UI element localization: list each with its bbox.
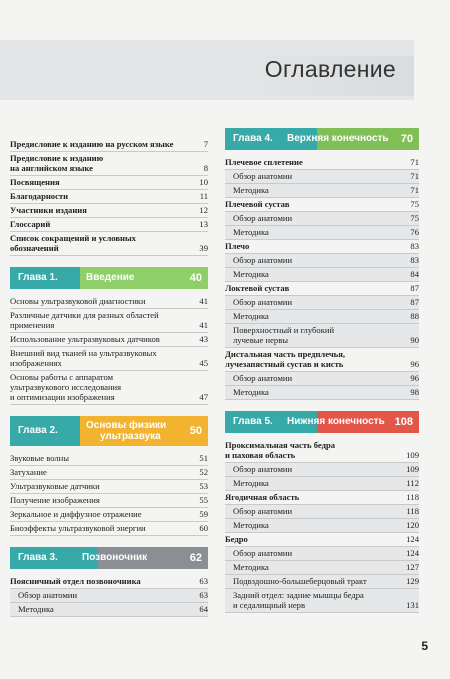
toc-entry-line: и седалищный нерв (233, 600, 306, 610)
toc-entry-text (225, 349, 419, 369)
toc-entry-line: Глоссарий (10, 219, 51, 229)
toc-entry-line: Обзор анатомии (233, 297, 293, 307)
toc-entry-text (233, 520, 419, 530)
toc-entry-line: Биоэффекты ультразвуковой энергии (10, 523, 146, 533)
toc-entry-text (10, 372, 208, 402)
toc-entry-line: лучезапястный сустав и кисть (225, 359, 344, 369)
toc-entry-page: 71 (410, 157, 419, 167)
toc-entry-page: 83 (410, 255, 419, 265)
chapter-3-banner[interactable] (10, 547, 208, 569)
toc-entry[interactable] (10, 309, 208, 333)
toc-entry-line: Локтевой сустав (225, 283, 290, 293)
toc-entry[interactable] (10, 218, 208, 232)
toc-entry[interactable] (10, 190, 208, 204)
toc-entry-line: Методика (233, 311, 269, 321)
chapter-label: Глава 4. (225, 128, 325, 150)
toc-entry-line: и оптимизации изображения (10, 392, 115, 402)
toc-entry-page: 127 (406, 562, 419, 572)
toc-entry-line: Внешний вид тканей на ультразвуковых (10, 348, 157, 358)
toc-entry-page: 64 (199, 604, 208, 614)
toc-entry-page: 11 (199, 191, 208, 201)
toc-entry-text (225, 157, 419, 167)
chapter-1-banner[interactable] (10, 267, 208, 289)
toc-entry-line: Поверхностный и глубокий (233, 325, 335, 335)
toc-left-column (10, 138, 208, 617)
toc-entry-line: Проксимальная часть бедра (225, 440, 336, 450)
toc-entry-line: изображениях (10, 358, 62, 368)
chapter-title: Позвоночник (82, 552, 148, 563)
toc-entry[interactable] (225, 348, 419, 372)
toc-entry-page: 63 (199, 590, 208, 600)
toc-entry[interactable] (225, 156, 419, 170)
toc-entry-line: Поясничный отдел позвоночника (10, 576, 141, 586)
toc-entry-line: и паховая область (225, 450, 296, 460)
toc-entry-text (233, 373, 419, 383)
toc-entry-line: Плечо (225, 241, 250, 251)
toc-entry-page: 87 (410, 283, 419, 293)
toc-entry[interactable] (225, 184, 419, 198)
toc-entry-line: лучевые нервы (233, 335, 289, 345)
toc-entry-page: 41 (199, 320, 208, 330)
toc-entry[interactable] (10, 371, 208, 405)
toc-entry-text (10, 191, 208, 201)
toc-entry-page: 109 (406, 450, 419, 460)
toc-entry[interactable] (10, 333, 208, 347)
toc-entry-line: Затухание (10, 467, 47, 477)
chapter-label: Глава 5. (225, 411, 325, 433)
toc-entry-page: 13 (199, 219, 208, 229)
toc-entry-text (233, 464, 419, 474)
toc-entry-page: 129 (406, 576, 419, 586)
toc-entry[interactable] (225, 386, 419, 400)
toc-entry-text (233, 325, 419, 345)
toc-entry-line: Участники издания (10, 205, 87, 215)
toc-entry-text (233, 311, 419, 321)
toc-entry-line: Обзор анатомии (233, 548, 293, 558)
toc-entry[interactable] (225, 310, 419, 324)
toc-entry[interactable] (10, 295, 208, 309)
toc-entry-text (10, 348, 208, 368)
chapter-3-list (10, 575, 208, 617)
toc-entry-text (10, 453, 208, 463)
chapter-4-banner[interactable] (225, 128, 419, 150)
toc-entry-line: Основы ультразвуковой диагностики (10, 296, 146, 306)
toc-entry[interactable] (225, 170, 419, 184)
toc-entry-line: Подвздошно-большеберцовый тракт (233, 576, 367, 586)
toc-entry-line: Методика (18, 604, 54, 614)
toc-entry-page: 75 (410, 199, 419, 209)
toc-entry-text (18, 590, 208, 600)
toc-entry-line: Обзор анатомии (233, 213, 293, 223)
toc-entry-page: 124 (406, 548, 419, 558)
toc-entry-line: Плечевое сплетение (225, 157, 303, 167)
toc-entry-page: 118 (406, 506, 419, 516)
toc-entry[interactable] (10, 589, 208, 603)
toc-entry[interactable] (225, 491, 419, 505)
toc-entry-text (225, 283, 419, 293)
chapter-page: 70 (400, 133, 413, 145)
toc-entry-text (18, 604, 208, 614)
page-number: 5 (421, 639, 428, 653)
toc-entry-page: 83 (410, 241, 419, 251)
toc-entry-text (10, 177, 208, 187)
toc-entry[interactable] (225, 575, 419, 589)
toc-entry-line: Обзор анатомии (233, 373, 293, 383)
chapter-page: 108 (394, 416, 413, 428)
toc-entry-text (233, 506, 419, 516)
toc-entry-line: Методика (233, 269, 269, 279)
toc-entry[interactable] (10, 232, 208, 256)
chapter-title (86, 420, 166, 442)
toc-entry-page: 60 (199, 523, 208, 533)
toc-entry-line: Обзор анатомии (233, 171, 293, 181)
toc-entry-page: 55 (199, 495, 208, 505)
chapter-label: Глава 3. (10, 547, 106, 569)
toc-entry-page: 51 (199, 453, 208, 463)
chapter-title: Верхняя конечность (287, 133, 389, 144)
toc-entry-line: Обзор анатомии (233, 464, 293, 474)
toc-entry[interactable] (10, 575, 208, 589)
toc-entry-line: Обзор анатомии (18, 590, 78, 600)
toc-entry-line: применения (10, 320, 55, 330)
toc-entry-page: 63 (199, 576, 208, 586)
toc-entry-page: 10 (199, 177, 208, 187)
toc-entry-page: 59 (199, 509, 208, 519)
toc-entry-text (225, 534, 419, 544)
toc-entry-line: Предисловие к изданию (10, 153, 104, 163)
toc-entry-page: 52 (199, 467, 208, 477)
toc-entry[interactable] (10, 603, 208, 617)
toc-entry[interactable] (10, 480, 208, 494)
page-title: Оглавление (264, 56, 396, 82)
toc-entry-line: Методика (233, 387, 269, 397)
toc-entry-text (10, 233, 208, 253)
toc-entry[interactable] (225, 589, 419, 613)
toc-entry-line: Бедро (225, 534, 248, 544)
toc-entry-text (225, 199, 419, 209)
chapter-title-line1: Основы физики (86, 420, 167, 431)
toc-entry[interactable] (10, 494, 208, 508)
toc-entry[interactable] (225, 226, 419, 240)
toc-entry-page: 88 (410, 311, 419, 321)
toc-entry-line: Задний отдел: задние мышцы бедра (233, 590, 364, 600)
toc-entry-text (10, 219, 208, 229)
toc-entry-page: 118 (406, 492, 419, 502)
toc-entry-page: 120 (406, 520, 419, 530)
toc-entry[interactable] (225, 198, 419, 212)
toc-entry[interactable] (225, 212, 419, 226)
toc-entry-line: Методика (233, 562, 269, 572)
toc-entry-page: 131 (406, 600, 419, 610)
chapter-page: 40 (189, 272, 202, 284)
toc-entry-page: 112 (406, 478, 419, 488)
toc-entry-text (10, 576, 208, 586)
toc-entry-page: 96 (410, 359, 419, 369)
toc-entry-line: Использование ультразвуковых датчиков (10, 334, 160, 344)
chapter-title: Нижняя конечность (287, 416, 385, 427)
toc-entry[interactable] (10, 204, 208, 218)
toc-entry-page: 71 (410, 171, 419, 181)
toc-entry[interactable] (10, 176, 208, 190)
toc-entry-page: 71 (410, 185, 419, 195)
chapter-4-list (225, 156, 419, 400)
toc-entry-text (233, 227, 419, 237)
toc-entry-page: 47 (199, 392, 208, 402)
chapter-page: 62 (189, 552, 202, 564)
toc-entry-line: Звуковые волны (10, 453, 70, 463)
toc-entry-line: Методика (233, 520, 269, 530)
toc-entry-line: Ягодичная область (225, 492, 300, 502)
toc-entry-text (233, 387, 419, 397)
toc-entry-text (10, 296, 208, 306)
toc-entry-page: 84 (410, 269, 419, 279)
toc-entry[interactable] (10, 152, 208, 176)
toc-entry-line: Благодарности (10, 191, 69, 201)
chapter-5-banner[interactable] (225, 411, 419, 433)
toc-entry-line: Основы работы с аппаратом (10, 372, 114, 382)
toc-entry-page: 96 (410, 373, 419, 383)
toc-entry-text (10, 310, 208, 330)
toc-entry[interactable] (225, 533, 419, 547)
toc-entry-text (233, 548, 419, 558)
toc-entry-line: на английском языке (10, 163, 93, 173)
toc-entry-page: 98 (410, 387, 419, 397)
chapter-2-banner[interactable] (10, 416, 208, 446)
chapter-title-line2: ультразвука (100, 431, 161, 442)
toc-entry-text (10, 509, 208, 519)
toc-entry-text (10, 153, 208, 173)
toc-entry[interactable] (225, 268, 419, 282)
toc-entry-line: Дистальная часть предплечья, (225, 349, 346, 359)
toc-entry[interactable] (10, 347, 208, 371)
toc-entry-line: Список сокращений и условных (10, 233, 136, 243)
toc-entry-text (10, 334, 208, 344)
toc-entry[interactable] (225, 519, 419, 533)
toc-entry-page: 76 (410, 227, 419, 237)
toc-entry-text (10, 205, 208, 215)
toc-entry-text (225, 492, 419, 502)
toc-entry-line: Зеркальное и диффузное отражение (10, 509, 142, 519)
chapter-5-list (225, 439, 419, 613)
toc-entry[interactable] (10, 452, 208, 466)
toc-entry-page: 75 (410, 213, 419, 223)
toc-entry-text (10, 523, 208, 533)
toc-entry-text (10, 495, 208, 505)
toc-entry-page: 43 (199, 334, 208, 344)
toc-entry-text (233, 562, 419, 572)
toc-entry-page: 8 (203, 163, 208, 173)
toc-entry-page: 109 (406, 464, 419, 474)
front-matter-list (10, 138, 208, 256)
chapter-2-list (10, 452, 208, 536)
toc-entry-line: Методика (233, 185, 269, 195)
toc-entry-text (10, 467, 208, 477)
chapter-1-list (10, 295, 208, 405)
toc-entry-line: Ультразвуковые датчики (10, 481, 100, 491)
toc-entry[interactable] (225, 463, 419, 477)
toc-entry-text (233, 269, 419, 279)
chapter-label: Глава 1. (10, 267, 88, 289)
toc-entry-text (233, 297, 419, 307)
toc-entry-line: ультразвукового исследования (10, 382, 122, 392)
toc-entry[interactable] (225, 296, 419, 310)
toc-entry-text (10, 481, 208, 491)
toc-entry-text (233, 185, 419, 195)
toc-entry-page: 87 (410, 297, 419, 307)
toc-entry-page: 90 (410, 335, 419, 345)
toc-entry[interactable] (225, 439, 419, 463)
toc-entry-text (225, 241, 419, 251)
toc-entry[interactable] (225, 254, 419, 268)
toc-entry[interactable] (225, 240, 419, 254)
toc-entry[interactable] (225, 505, 419, 519)
toc-entry[interactable] (225, 477, 419, 491)
chapter-label: Глава 2. (10, 416, 88, 446)
toc-entry-page: 7 (203, 139, 208, 149)
toc-entry-text (233, 171, 419, 181)
toc-entry-line: Посвящения (10, 177, 60, 187)
chapter-title: Введение (86, 272, 135, 283)
toc-entry-line: Плечевой сустав (225, 199, 290, 209)
toc-entry-line: Методика (233, 478, 269, 488)
toc-entry-text (225, 440, 419, 460)
toc-entry-line: Обзор анатомии (233, 506, 293, 516)
toc-entry[interactable] (225, 561, 419, 575)
toc-entry[interactable] (225, 282, 419, 296)
toc-entry-line: Методика (233, 227, 269, 237)
toc-entry[interactable] (225, 547, 419, 561)
toc-entry-line: Предисловие к изданию на русском языке (10, 139, 174, 149)
toc-entry[interactable] (10, 522, 208, 536)
toc-entry-page: 12 (199, 205, 208, 215)
toc-entry-page: 45 (199, 358, 208, 368)
toc-entry[interactable] (10, 508, 208, 522)
toc-entry[interactable] (225, 324, 419, 348)
chapter-page: 50 (189, 425, 202, 437)
toc-entry-text (233, 213, 419, 223)
toc-entry-page: 41 (199, 296, 208, 306)
toc-entry-line: Различные датчики для разных областей (10, 310, 159, 320)
toc-entry-line: обозначений (10, 243, 59, 253)
toc-entry-text (10, 139, 208, 149)
toc-entry[interactable] (10, 466, 208, 480)
toc-entry-text (233, 478, 419, 488)
toc-entry-text (233, 590, 419, 610)
toc-entry-page: 53 (199, 481, 208, 491)
toc-entry-text (233, 255, 419, 265)
toc-entry-line: Получение изображения (10, 495, 100, 505)
toc-right-column (225, 128, 419, 613)
toc-entry-text (233, 576, 419, 586)
toc-entry-line: Обзор анатомии (233, 255, 293, 265)
toc-entry-page: 124 (406, 534, 419, 544)
toc-entry[interactable] (10, 138, 208, 152)
toc-entry-page: 39 (199, 243, 208, 253)
toc-entry[interactable] (225, 372, 419, 386)
